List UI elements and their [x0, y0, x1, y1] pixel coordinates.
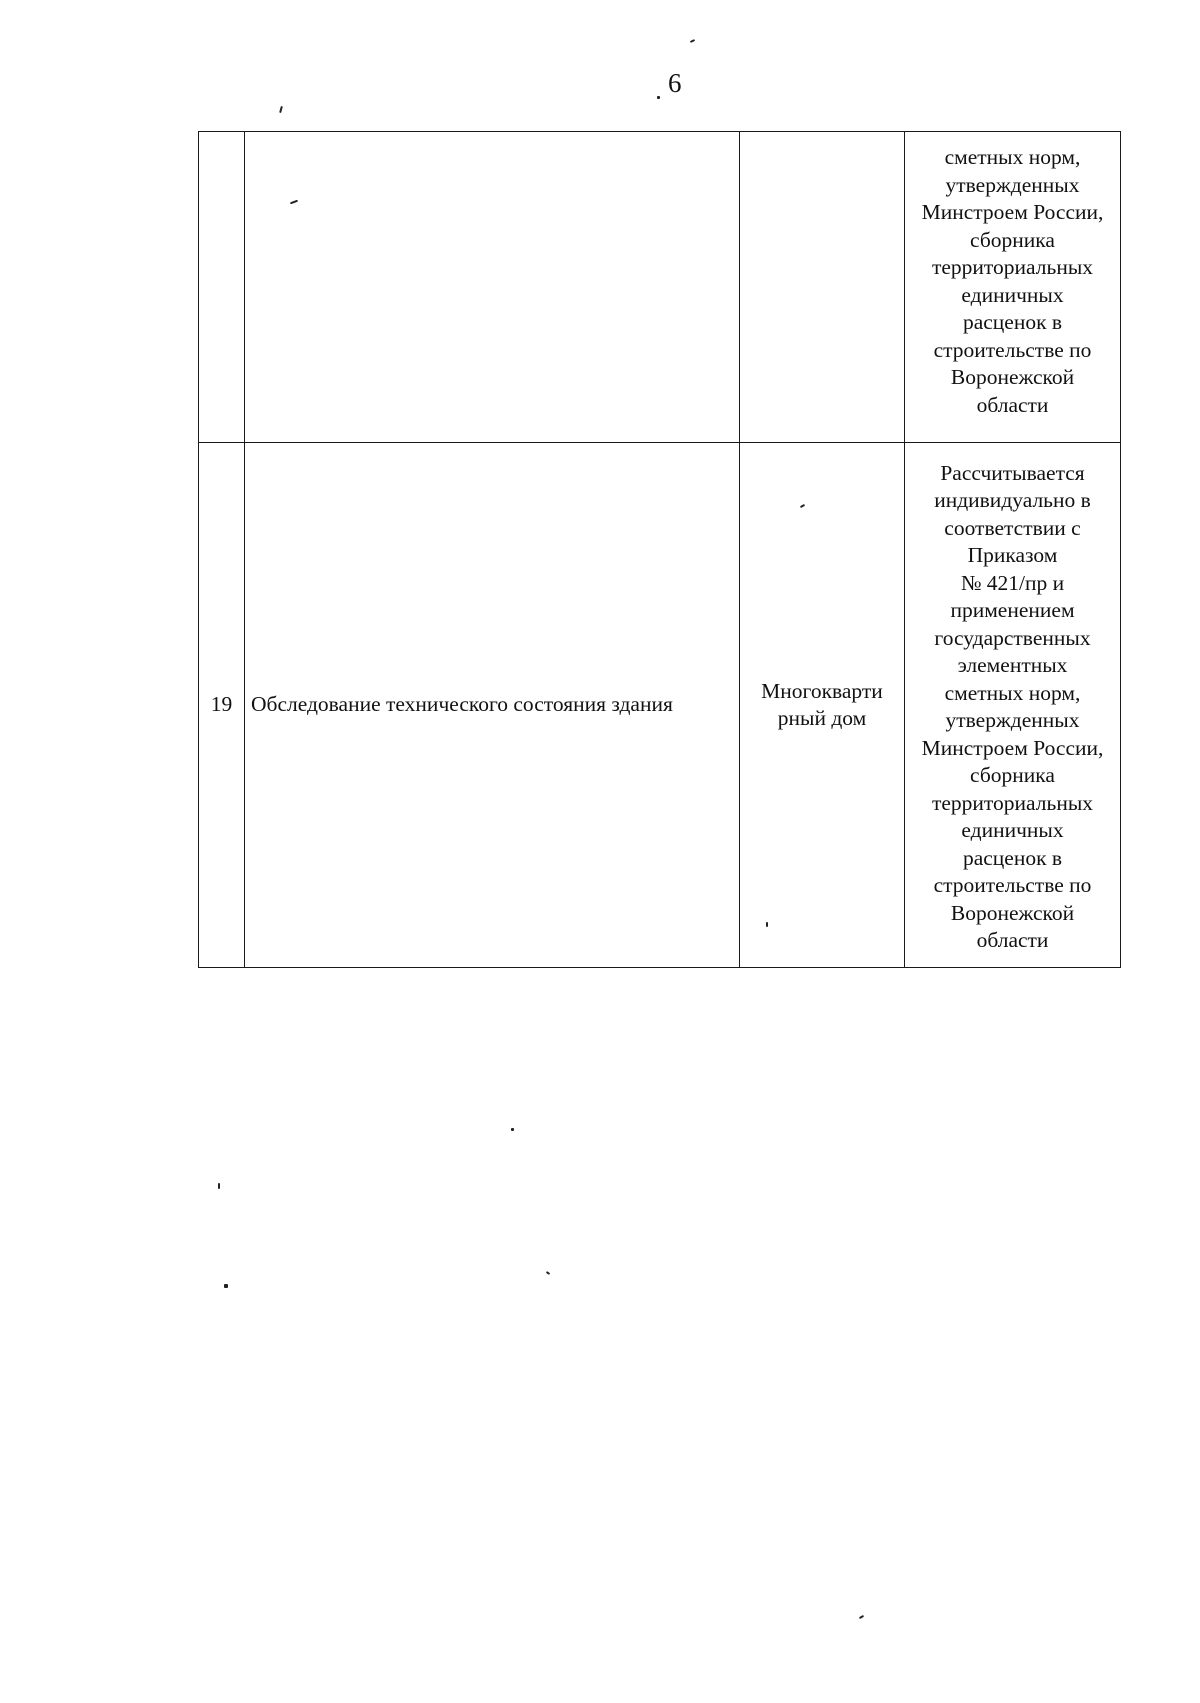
- work-name-cell: Обследование технического состояния здания: [245, 443, 740, 968]
- scan-speck: [511, 1128, 514, 1131]
- cost-line: Минстроем России,: [921, 735, 1104, 760]
- cost-line: Минстроем России,: [921, 200, 1104, 224]
- cost-line: единичных: [961, 818, 1064, 842]
- object-cell: [740, 132, 905, 443]
- object-cell: [740, 443, 905, 968]
- cost-line: расценок в: [962, 845, 1063, 870]
- scan-speck: [690, 39, 695, 43]
- cost-line: территориальных: [931, 790, 1094, 815]
- cost-line: элементных: [957, 653, 1068, 677]
- scan-speck: [218, 1183, 220, 1189]
- cost-line: единичных: [961, 282, 1064, 307]
- cost-line: сметных норм,: [944, 145, 1081, 169]
- cost-line: расценок в: [962, 310, 1063, 334]
- scan-speck: [657, 96, 660, 99]
- scan-speck: [546, 1271, 550, 1275]
- cost-line: Воронежской: [950, 365, 1075, 389]
- cost-line: области: [976, 392, 1049, 417]
- cost-line: сборника: [970, 227, 1055, 252]
- page-number: 6: [668, 68, 682, 98]
- cost-line: Воронежской: [950, 900, 1075, 925]
- cost-line: индивидуально в: [934, 488, 1091, 512]
- cost-line: соответствии с: [944, 515, 1081, 540]
- cost-basis-cell: [905, 132, 1121, 443]
- cost-line: Приказом: [967, 543, 1058, 567]
- cost-line: строительстве по: [933, 873, 1092, 897]
- cost-basis-cell: [905, 443, 1121, 968]
- cost-line: сборника: [970, 763, 1055, 787]
- cost-line: области: [976, 928, 1049, 952]
- document-table: [198, 131, 1121, 968]
- cost-line: строительстве по: [933, 337, 1092, 362]
- cost-line: территориальных: [931, 255, 1094, 279]
- scan-speck: [766, 922, 768, 927]
- scan-speck: [279, 106, 283, 113]
- table-row-19: [199, 443, 1121, 968]
- table-row-continued: [199, 132, 1121, 443]
- cost-line: № 421/пр и: [960, 570, 1065, 595]
- row-number-cell: [199, 132, 245, 443]
- cost-line: утвержденных: [945, 708, 1080, 732]
- object-line: рный дом: [777, 706, 867, 730]
- scan-speck: [859, 1615, 864, 1619]
- row-number-cell: 19: [199, 443, 245, 968]
- work-name-cell: [245, 132, 740, 443]
- cost-line: государственных: [934, 625, 1091, 650]
- cost-line: Рассчитывается: [940, 460, 1085, 485]
- cost-line: сметных норм,: [944, 680, 1081, 705]
- scan-speck: [224, 1284, 228, 1288]
- object-line: Многокварти: [761, 678, 883, 703]
- cost-line: применением: [950, 598, 1075, 622]
- cost-line: утвержденных: [945, 172, 1080, 197]
